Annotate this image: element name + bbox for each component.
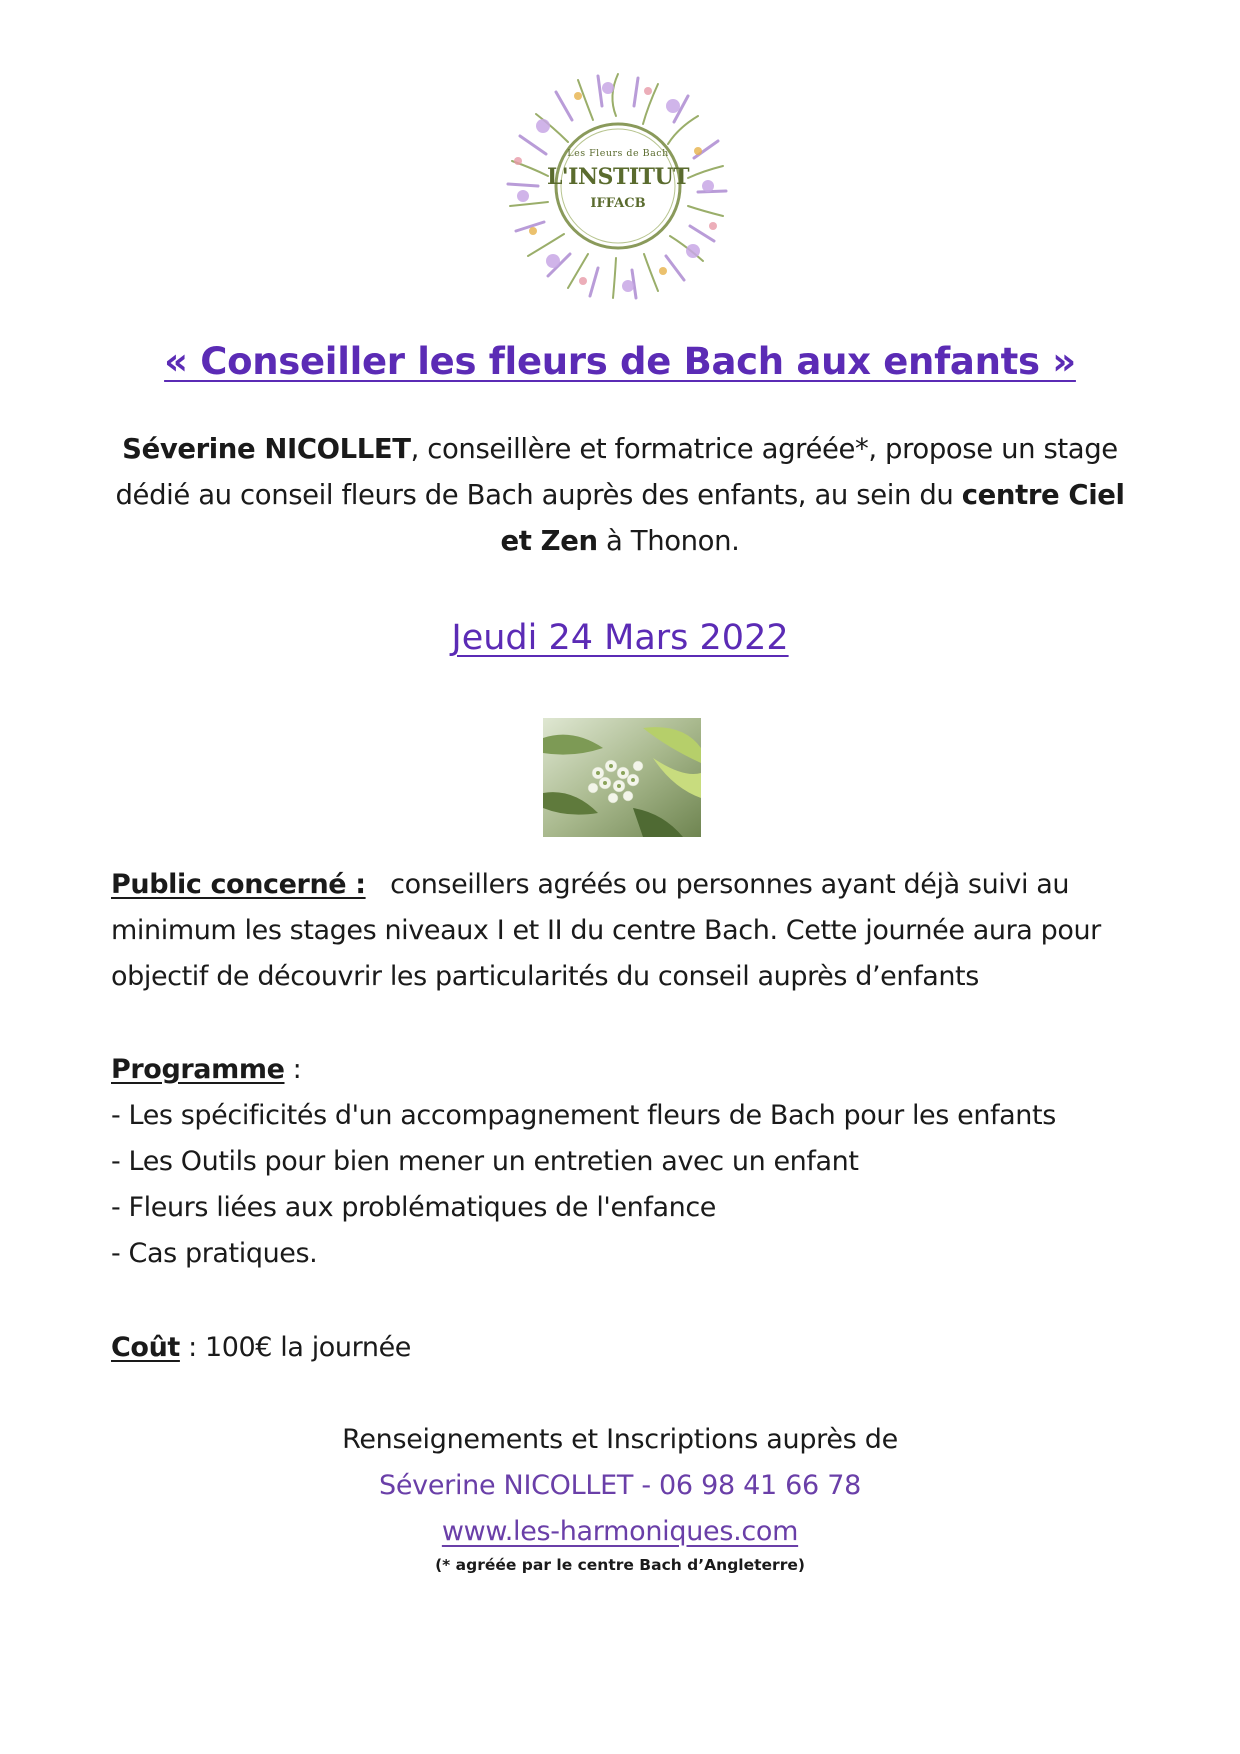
flower-photo-icon: [543, 718, 701, 837]
programme-suffix: :: [284, 1054, 302, 1085]
public-label: Public concerné :: [111, 869, 366, 900]
logo-line2: L'INSTITUT: [546, 164, 690, 190]
programme-heading: [111, 1047, 1151, 1093]
cost-label: Coût: [111, 1332, 180, 1363]
programme-item: - Les spécificités d'un accompagnement fleurs de Bach pour les enfants: [111, 1100, 1056, 1131]
website-link[interactable]: www.les-harmoniques.com: [441, 1516, 799, 1547]
contact-phone: Séverine NICOLLET - 06 98 41 66 78: [379, 1470, 861, 1501]
public-text: conseillers agréés ou personnes ayant déjà suivi au minimum les stages niveaux I et II du centre Bach. Cette journée aura pour objectif de découvrir les particularités du conseil auprès d’enfants: [111, 869, 1101, 992]
public-section: [111, 862, 1151, 1000]
programme-item: - Cas pratiques.: [111, 1238, 318, 1269]
cost-text: : 100€ la journée: [179, 1332, 411, 1363]
event-date: Jeudi 24 Mars 2022: [451, 618, 789, 658]
contact-heading: Renseignements et Inscriptions auprès de: [342, 1424, 898, 1455]
intro-paragraph: [100, 426, 1140, 564]
flower-photo: [543, 718, 701, 837]
intro-text-1: , conseillère et formatrice agréée*, propose un stage dédié au conseil fleurs de Bach auprès des enfants, au sein du: [115, 433, 1118, 511]
cost-section: [111, 1325, 1151, 1371]
intro-text-2: à Thonon.: [597, 525, 740, 557]
programme-label: Programme: [111, 1054, 285, 1085]
footnote: (* agréée par le centre Bach d’Angleterre): [435, 1556, 805, 1574]
page-title: « Conseiller les fleurs de Bach aux enfants »: [164, 340, 1076, 383]
institut-logo: [498, 66, 738, 306]
trainer-name: Séverine NICOLLET: [122, 433, 411, 465]
logo-text: [498, 66, 738, 306]
centre-name: centre Ciel et Zen: [500, 479, 1125, 557]
programme-item: - Les Outils pour bien mener un entretien avec un enfant: [111, 1146, 859, 1177]
programme-section: [111, 1047, 1151, 1277]
contact-section: [0, 1417, 1240, 1555]
logo-line1: Les Fleurs de Bach: [567, 148, 669, 159]
programme-item: - Fleurs liées aux problématiques de l'enfance: [111, 1192, 716, 1223]
logo-line3: IFFACB: [590, 196, 646, 211]
